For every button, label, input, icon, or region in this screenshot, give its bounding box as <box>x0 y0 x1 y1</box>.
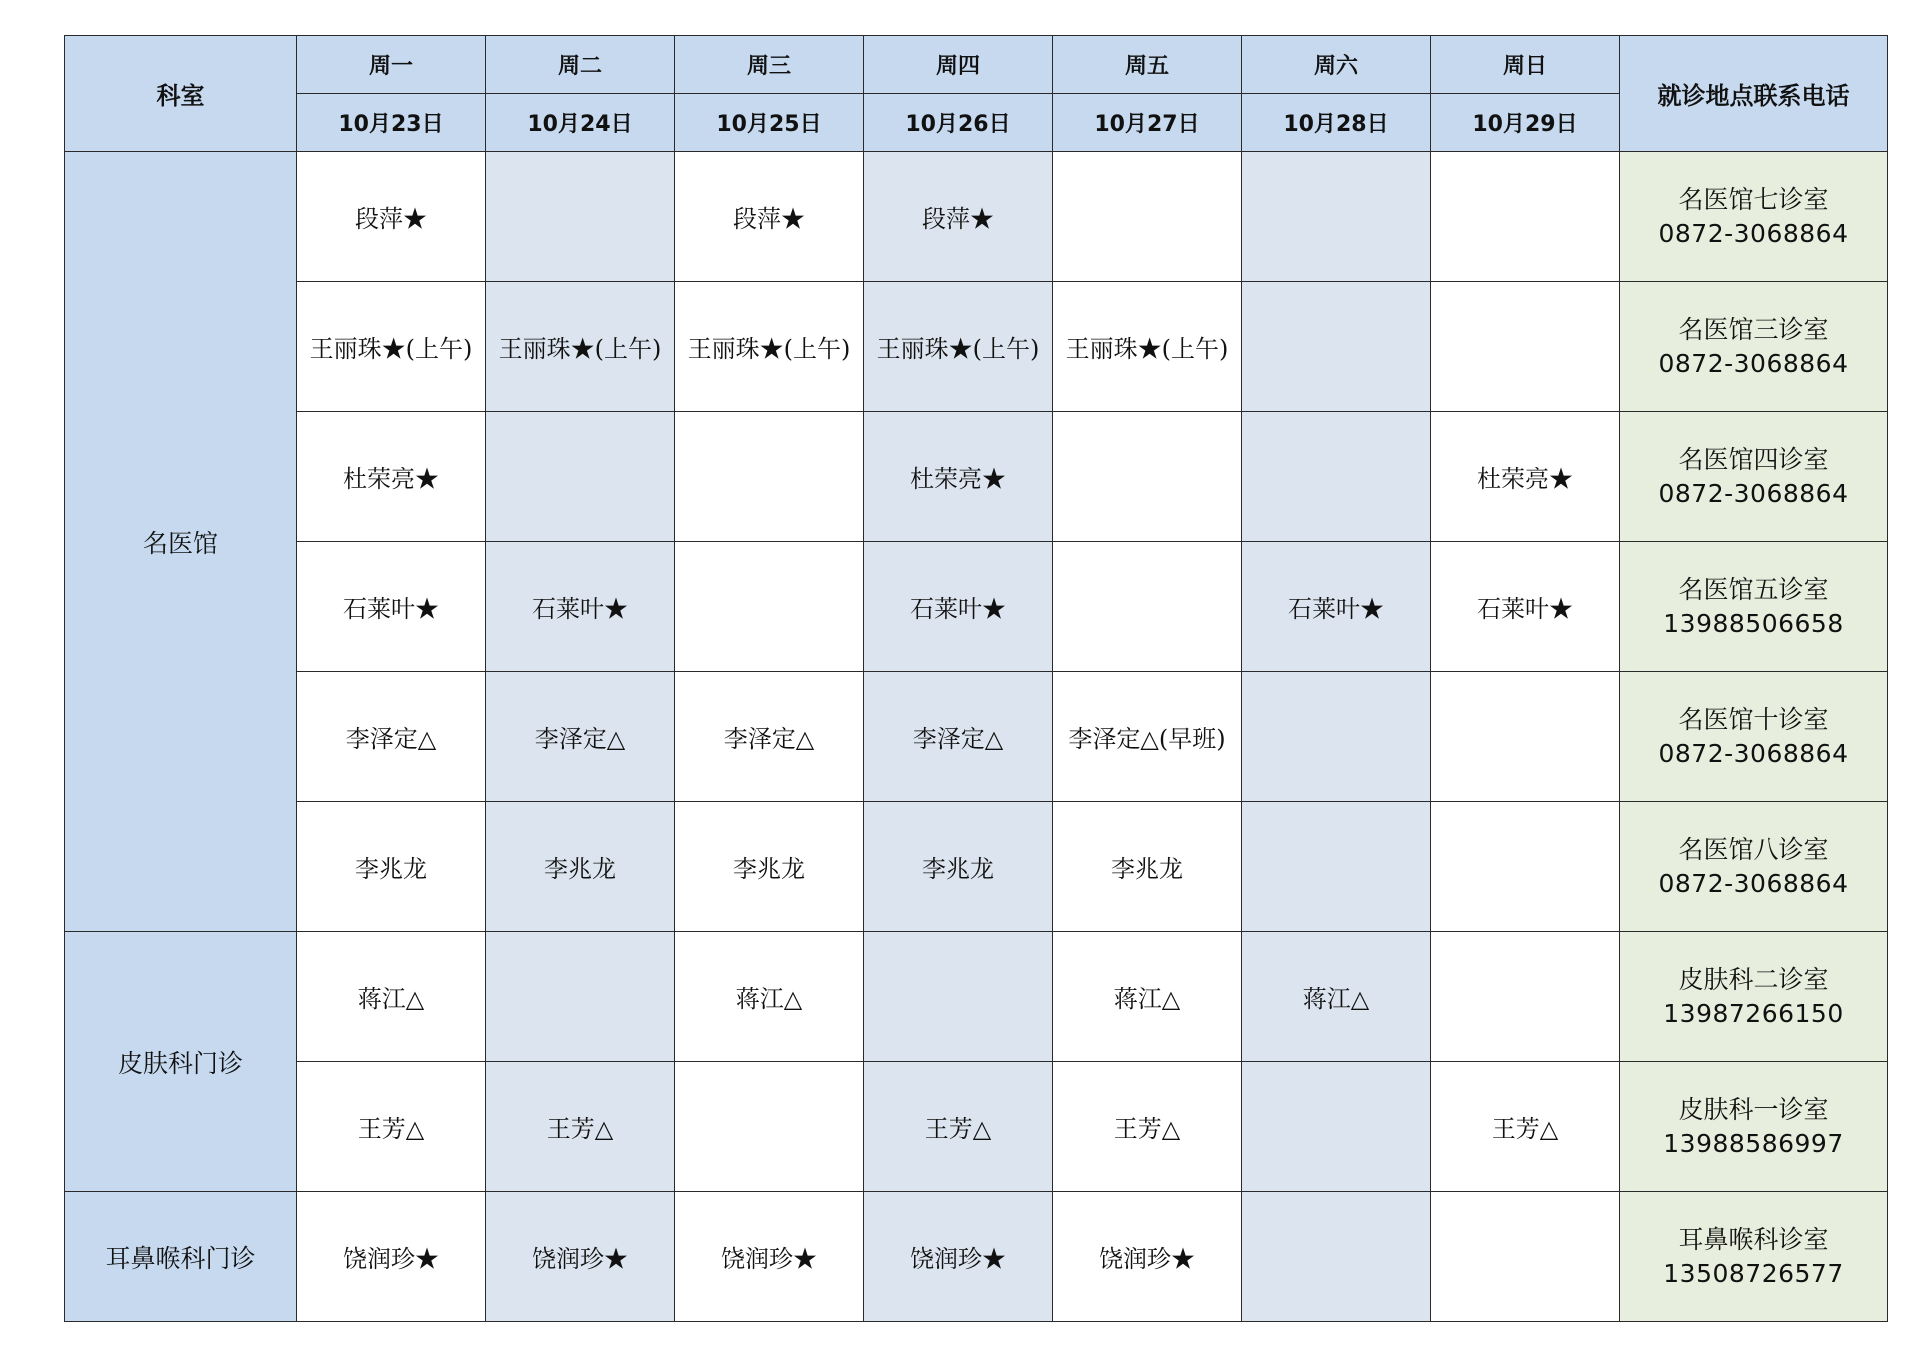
schedule-row <box>65 1192 1888 1322</box>
header-date: 10月26日 <box>864 94 1053 152</box>
location-cell <box>1620 672 1888 802</box>
header-row-days <box>65 36 1888 94</box>
doctor-cell: 杜荣亮★ <box>297 412 486 542</box>
header-day: 周日 <box>1431 36 1620 94</box>
doctor-cell: 饶润珍★ <box>486 1192 675 1322</box>
schedule-row <box>65 932 1888 1062</box>
doctor-cell <box>1431 672 1620 802</box>
clinic-room: 名医馆十诊室 <box>1678 704 1829 734</box>
department-name: 皮肤科门诊 <box>65 932 297 1192</box>
header-day: 周三 <box>675 36 864 94</box>
duty-schedule-table <box>64 35 1888 1322</box>
contact-phone: 0872-3068864 <box>1658 738 1849 768</box>
doctor-cell: 王丽珠★(上午) <box>486 282 675 412</box>
doctor-cell <box>486 932 675 1062</box>
contact-phone: 0872-3068864 <box>1658 218 1849 248</box>
doctor-cell <box>1242 1192 1431 1322</box>
contact-phone: 13508726577 <box>1663 1258 1844 1288</box>
doctor-cell: 石莱叶★ <box>1431 542 1620 672</box>
doctor-cell <box>1431 1192 1620 1322</box>
doctor-cell: 石莱叶★ <box>297 542 486 672</box>
header-date: 10月23日 <box>297 94 486 152</box>
doctor-cell: 李泽定△ <box>675 672 864 802</box>
doctor-cell <box>1242 412 1431 542</box>
clinic-room: 名医馆三诊室 <box>1678 314 1829 344</box>
doctor-cell <box>1053 152 1242 282</box>
doctor-cell: 王芳△ <box>864 1062 1053 1192</box>
location-cell <box>1620 412 1888 542</box>
doctor-cell <box>1053 412 1242 542</box>
doctor-cell: 饶润珍★ <box>675 1192 864 1322</box>
contact-phone: 0872-3068864 <box>1658 868 1849 898</box>
doctor-cell: 蒋江△ <box>1053 932 1242 1062</box>
header-row-dates <box>65 94 1888 152</box>
doctor-cell: 蒋江△ <box>297 932 486 1062</box>
doctor-cell <box>1431 282 1620 412</box>
location-cell <box>1620 1192 1888 1322</box>
doctor-cell <box>675 1062 864 1192</box>
doctor-cell: 杜荣亮★ <box>1431 412 1620 542</box>
doctor-cell: 王丽珠★(上午) <box>864 282 1053 412</box>
doctor-cell: 李兆龙 <box>486 802 675 932</box>
clinic-room: 名医馆五诊室 <box>1678 574 1829 604</box>
clinic-room: 耳鼻喉科诊室 <box>1678 1224 1829 1254</box>
clinic-room: 皮肤科二诊室 <box>1678 964 1829 994</box>
department-name: 耳鼻喉科门诊 <box>65 1192 297 1322</box>
schedule-row <box>65 152 1888 282</box>
schedule-row <box>65 282 1888 412</box>
header-date: 10月27日 <box>1053 94 1242 152</box>
doctor-cell <box>1242 282 1431 412</box>
schedule-row <box>65 542 1888 672</box>
schedule-row <box>65 672 1888 802</box>
doctor-cell <box>864 932 1053 1062</box>
schedule-row <box>65 412 1888 542</box>
doctor-cell: 李泽定△ <box>297 672 486 802</box>
doctor-cell: 段萍★ <box>864 152 1053 282</box>
doctor-cell: 蒋江△ <box>675 932 864 1062</box>
doctor-cell: 李兆龙 <box>297 802 486 932</box>
doctor-cell: 王丽珠★(上午) <box>297 282 486 412</box>
contact-phone: 0872-3068864 <box>1658 478 1849 508</box>
header-day: 周一 <box>297 36 486 94</box>
location-cell <box>1620 282 1888 412</box>
doctor-cell <box>1242 152 1431 282</box>
location-cell <box>1620 802 1888 932</box>
doctor-cell <box>486 412 675 542</box>
doctor-cell: 饶润珍★ <box>1053 1192 1242 1322</box>
doctor-cell: 石莱叶★ <box>1242 542 1431 672</box>
header-day: 周四 <box>864 36 1053 94</box>
doctor-cell: 段萍★ <box>297 152 486 282</box>
doctor-cell: 李泽定△(早班) <box>1053 672 1242 802</box>
header-day: 周六 <box>1242 36 1431 94</box>
contact-phone: 13988506658 <box>1663 608 1844 638</box>
schedule-body <box>65 152 1888 1322</box>
doctor-cell: 蒋江△ <box>1242 932 1431 1062</box>
doctor-cell: 杜荣亮★ <box>864 412 1053 542</box>
header-location-phone: 就诊地点联系电话 <box>1620 36 1888 152</box>
clinic-room: 皮肤科一诊室 <box>1678 1094 1829 1124</box>
header-department: 科室 <box>65 36 297 152</box>
doctor-cell: 李兆龙 <box>864 802 1053 932</box>
doctor-cell: 王芳△ <box>1053 1062 1242 1192</box>
doctor-cell: 石莱叶★ <box>486 542 675 672</box>
header-day: 周五 <box>1053 36 1242 94</box>
doctor-cell: 饶润珍★ <box>297 1192 486 1322</box>
doctor-cell: 段萍★ <box>675 152 864 282</box>
doctor-cell <box>1431 802 1620 932</box>
doctor-cell: 王芳△ <box>486 1062 675 1192</box>
header-date: 10月28日 <box>1242 94 1431 152</box>
contact-phone: 13987266150 <box>1663 998 1844 1028</box>
clinic-room: 名医馆七诊室 <box>1678 184 1829 214</box>
header-date: 10月25日 <box>675 94 864 152</box>
header-date: 10月24日 <box>486 94 675 152</box>
doctor-cell <box>1242 672 1431 802</box>
doctor-cell: 李泽定△ <box>864 672 1053 802</box>
doctor-cell: 李兆龙 <box>675 802 864 932</box>
contact-phone: 0872-3068864 <box>1658 348 1849 378</box>
doctor-cell: 王丽珠★(上午) <box>675 282 864 412</box>
doctor-cell: 王芳△ <box>1431 1062 1620 1192</box>
schedule-row <box>65 802 1888 932</box>
department-name: 名医馆 <box>65 152 297 932</box>
doctor-cell <box>675 542 864 672</box>
location-cell <box>1620 542 1888 672</box>
doctor-cell: 王芳△ <box>297 1062 486 1192</box>
contact-phone: 13988586997 <box>1663 1128 1844 1158</box>
doctor-cell <box>1242 802 1431 932</box>
doctor-cell: 李兆龙 <box>1053 802 1242 932</box>
doctor-cell <box>1053 542 1242 672</box>
clinic-room: 名医馆四诊室 <box>1678 444 1829 474</box>
doctor-cell <box>1431 932 1620 1062</box>
doctor-cell <box>675 412 864 542</box>
clinic-room: 名医馆八诊室 <box>1678 834 1829 864</box>
doctor-cell: 石莱叶★ <box>864 542 1053 672</box>
doctor-cell <box>1431 152 1620 282</box>
header-day: 周二 <box>486 36 675 94</box>
doctor-cell: 饶润珍★ <box>864 1192 1053 1322</box>
header-date: 10月29日 <box>1431 94 1620 152</box>
location-cell <box>1620 932 1888 1062</box>
doctor-cell <box>486 152 675 282</box>
doctor-cell: 王丽珠★(上午) <box>1053 282 1242 412</box>
doctor-cell <box>1242 1062 1431 1192</box>
doctor-cell: 李泽定△ <box>486 672 675 802</box>
location-cell <box>1620 1062 1888 1192</box>
location-cell <box>1620 152 1888 282</box>
schedule-row <box>65 1062 1888 1192</box>
